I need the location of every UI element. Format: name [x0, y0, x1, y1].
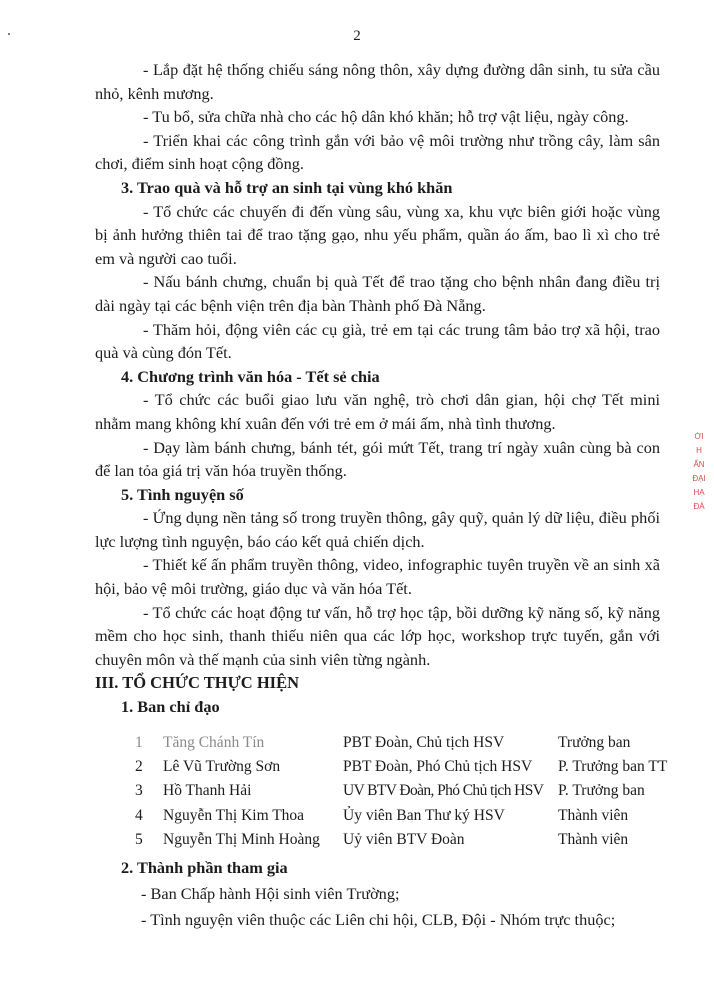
- section-heading: 4. Chương trình văn hóa - Tết sẻ chia: [121, 366, 380, 386]
- participant-item: - Tình nguyện viên thuộc các Liên chi hội, CLB, Đội - Nhóm trực thuộc;: [141, 910, 616, 929]
- paragraph: - Tổ chức các chuyến đi đến vùng sâu, vùng xa, khu vực biên giới hoặc vùng bị ảnh hưởng thiên tai để trao tặng gạo, nhu yếu phẩm, quần áo ấm, bao lì xì cho trẻ em và người cao tuổi.: [95, 201, 660, 268]
- member-position: Ủy viên Ban Thư ký HSV: [343, 806, 505, 824]
- participants-section: [95, 855, 660, 933]
- stamp-text: ỜI: [694, 432, 704, 441]
- member-number: 5: [135, 830, 143, 848]
- member-role: Thành viên: [558, 806, 629, 824]
- member-position: PBT Đoàn, Phó Chủ tịch HSV: [343, 758, 533, 776]
- stamp-text: ẤN: [693, 460, 705, 469]
- member-number: 4: [135, 806, 143, 824]
- paragraph: - Ứng dụng nền tảng số trong truyền thông, gây quỹ, quản lý dữ liệu, điều phối lực lượng tình nguyện, báo cáo kết quả chiến dịch.: [95, 508, 660, 551]
- member-position: PBT Đoàn, Chủ tịch HSV: [343, 734, 505, 751]
- paragraph: - Triển khai các công trình gắn với bảo vệ môi trường như trồng cây, làm sân chơi, điểm sinh hoạt cộng đồng.: [95, 130, 660, 174]
- paragraph: - Thăm hỏi, động viên các cụ già, trẻ em tại các trung tâm bảo trợ xã hội, trao quà và cùng đón Tết.: [95, 319, 660, 363]
- member-row: [95, 805, 695, 829]
- stamp-text: HẠ: [693, 488, 705, 497]
- stamp-text: ĐÀ: [693, 502, 705, 511]
- member-name: Lê Vũ Trường Sơn: [163, 758, 281, 776]
- steering-committee-table: [95, 732, 695, 853]
- member-name: Tăng Chánh Tín: [163, 734, 265, 751]
- member-number: 3: [135, 782, 143, 800]
- member-row: [95, 829, 695, 853]
- page-number: 2: [353, 28, 361, 44]
- red-stamp-fragment: [688, 430, 710, 514]
- paragraph: - Lắp đặt hệ thống chiếu sáng nông thôn, xây dựng đường dân sinh, tu sửa cầu nhỏ, kênh mương.: [95, 60, 660, 103]
- member-role: Trưởng ban: [558, 734, 631, 751]
- paragraph: - Tổ chức các buổi giao lưu văn nghệ, trò chơi dân gian, hội chợ Tết mini nhằm mang không khí xuân đến với trẻ em ở mái ấm, nhà tình thương.: [95, 390, 660, 433]
- member-name: Nguyễn Thị Minh Hoàng: [163, 830, 320, 848]
- paragraph: - Dạy làm bánh chưng, bánh tét, gói mứt Tết, trang trí ngày xuân cùng bà con để lan tỏa giá trị văn hóa truyền thống.: [95, 437, 660, 481]
- stamp-text: H: [696, 446, 702, 455]
- member-row: [95, 780, 695, 804]
- member-role: P. Trưởng ban TT: [558, 758, 668, 776]
- stamp-text: ĐẠI: [692, 474, 706, 483]
- member-role: P. Trưởng ban: [558, 782, 645, 800]
- participant-item: - Ban Chấp hành Hội sinh viên Trường;: [141, 884, 400, 903]
- document-body: [95, 58, 660, 719]
- member-name: Hồ Thanh Hải: [163, 782, 252, 800]
- part-heading: III. TỔ CHỨC THỰC HIỆN: [95, 673, 299, 693]
- subsection-heading: 1. Ban chỉ đạo: [121, 697, 220, 717]
- member-role: Thành viên: [558, 830, 629, 848]
- member-number: 1: [135, 734, 143, 751]
- paragraph: - Thiết kế ấn phẩm truyền thông, video, infographic tuyên truyền về an sinh xã hội, bảo vệ môi trường, giáo dục và văn hóa Tết.: [95, 555, 660, 599]
- member-row: [95, 756, 695, 780]
- member-number: 2: [135, 758, 143, 776]
- paragraph: - Nấu bánh chưng, chuẩn bị quà Tết để trao tặng cho bệnh nhân đang điều trị dài ngày tại các bệnh viện trên địa bàn Thành phố Đà Nẵng.: [95, 272, 660, 315]
- section-heading: 5. Tình nguyện số: [121, 484, 244, 504]
- subsection-heading: 2. Thành phần tham gia: [121, 858, 288, 877]
- member-position: UV BTV Đoàn, Phó Chủ tịch HSV: [343, 782, 544, 800]
- paragraph: - Tổ chức các hoạt động tư vấn, hỗ trợ học tập, bồi dưỡng kỹ năng số, kỹ năng mềm cho học sinh, thanh thiếu niên qua các lớp học, workshop trực tuyến, gắn với chuyên môn và thế mạnh của sinh viên từng ngành.: [95, 602, 660, 669]
- paragraph: - Tu bổ, sửa chữa nhà cho các hộ dân khó khăn; hỗ trợ vật liệu, ngày công.: [143, 107, 629, 127]
- member-position: Uỷ viên BTV Đoàn: [343, 830, 465, 848]
- section-heading: 3. Trao quà và hỗ trợ an sinh tại vùng khó khăn: [121, 177, 453, 197]
- member-row: [95, 732, 695, 756]
- member-name: Nguyễn Thị Kim Thoa: [163, 806, 305, 824]
